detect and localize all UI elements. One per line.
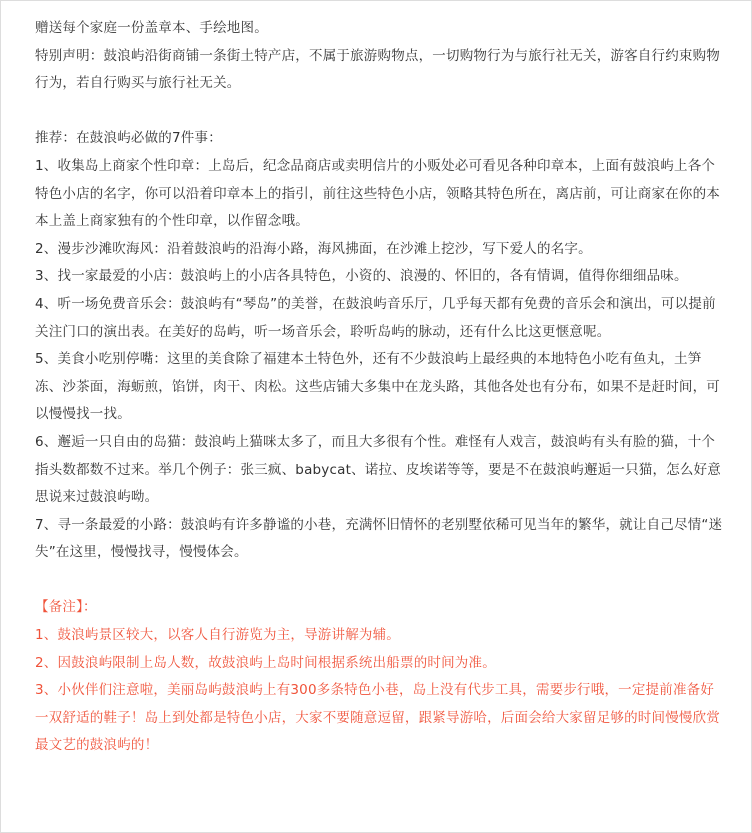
note-item: 2、因鼓浪屿限制上岛人数，故鼓浪屿上岛时间根据系统出船票的时间为准。: [35, 654, 496, 671]
recommend-item: 5、美食小吃别停嘴：这里的美食除了福建本土特色外，还有不少鼓浪屿上最经典的本地特色小吃有鱼丸，土笋冻、沙茶面，海蛎煎，馅饼，肉干、肉松。这些店铺大多集中在龙头路，其他各处也有分布，如果不是赶时间，可以慢慢找一找。: [35, 351, 720, 423]
recommend-item: 4、听一场免费音乐会：鼓浪屿有“琴岛”的美誉，在鼓浪屿音乐厅，几乎每天都有免费的音乐会和演出，可以提前关注门口的演出表。在美好的岛屿，听一场音乐会，聆听岛屿的脉动，还有什么比这更惬意呢。: [35, 295, 716, 340]
gift-line: 赠送每个家庭一份盖章本、手绘地图。: [35, 20, 268, 36]
recommend-item: 6、邂逅一只自由的岛猫：鼓浪屿上猫咪太多了，而且大多很有个性。难怪有人戏言，鼓浪屿有头有脸的猫，十个指头数都数不过来。举几个例子：张三疯、babycat、诺拉、皮埃诺等等，要是不在鼓浪屿邂逅一只猫，怎么好意思说来过鼓浪屿呦。: [35, 433, 721, 506]
disclaimer-paragraph: 特别声明：鼓浪屿沿街商铺一条街土特产店，不属于旅游购物点，一切购物行为与旅行社无关，游客自行约束购物行为，若自行购买与旅行社无关。: [35, 47, 720, 92]
recommend-heading: 推荐：在鼓浪屿必做的7件事：: [35, 130, 222, 147]
document-content: [35, 15, 725, 760]
recommend-item: 2、漫步沙滩吹海风：沿着鼓浪屿的沿海小路，海风拂面，在沙滩上挖沙，写下爱人的名字。: [35, 240, 592, 257]
recommend-item: 3、找一家最爱的小店：鼓浪屿上的小店各具特色，小资的、浪漫的、怀旧的，各有情调，值得你细细品味。: [35, 268, 688, 285]
note-item: 1、鼓浪屿景区较大，以客人自行游览为主，导游讲解为辅。: [35, 627, 400, 644]
notes-heading: 【备注】：: [35, 599, 97, 616]
note-item: 3、小伙伴们注意啦，美丽岛屿鼓浪屿上有300多条特色小巷，岛上没有代步工具，需要步行哦，一定提前准备好一双舒适的鞋子！岛上到处都是特色小店，大家不要随意逗留，跟紧导游哈，后面会给大家留足够的时间慢慢欣赏最文艺的鼓浪屿的！: [35, 682, 720, 754]
spacer: [35, 567, 725, 595]
recommend-item: 1、收集岛上商家个性印章：上岛后，纪念品商店或卖明信片的小贩处必可看见各种印章本，上面有鼓浪屿上各个特色小店的名字，你可以沿着印章本上的指引，前往这些特色小店，领略其特色所在，离店前，可让商家在你的本本上盖上商家独有的个性印章，以作留念哦。: [35, 157, 720, 230]
recommend-item: 7、寻一条最爱的小路：鼓浪屿有许多静谧的小巷，充满怀旧情怀的老别墅依稀可见当年的繁华，就让自己尽情“迷失”在这里，慢慢找寻，慢慢体会。: [35, 516, 723, 561]
spacer: [35, 98, 725, 126]
